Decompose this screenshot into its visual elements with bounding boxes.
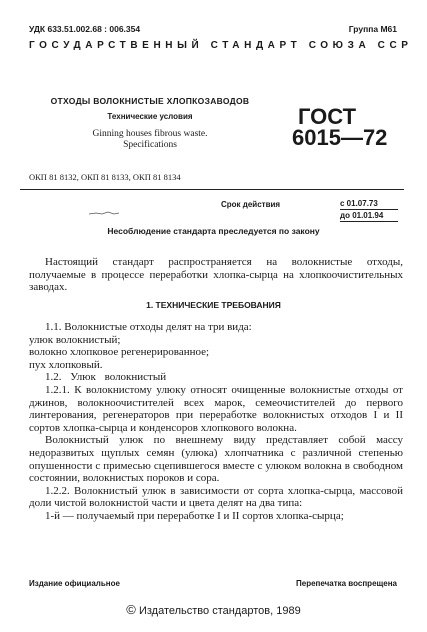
gost-number: 6015—72	[292, 125, 388, 150]
signature-mark	[88, 210, 120, 216]
clause-1-2-1: 1.2.1. К волокнистому улюку относят очищенные волокнистые отходы от джинов, волокноочистителей всех марок, семеочистителей до первого линтерования, регенераторов при переработке волокнистых отходов I и II сортов хлопка-сырца и конденсоров хлопкового волокна.	[29, 383, 403, 434]
list-item: улюк волокнистый;	[29, 333, 121, 346]
copyright-text: Издательство стандартов, 1989	[138, 605, 301, 617]
validity-from: с 01.07.73	[340, 199, 378, 208]
document-title: ОТХОДЫ ВОЛОКНИСТЫЕ ХЛОПКОЗАВОДОВ	[50, 96, 250, 106]
document-subtitle: Технические условия	[107, 112, 193, 121]
footer-official: Издание официальное	[29, 579, 120, 588]
list-item: волокно хлопковое регенерированное;	[29, 346, 210, 359]
validity-label: Срок действия	[221, 200, 281, 209]
validity-divider	[340, 209, 398, 210]
validity-underline	[340, 221, 398, 222]
clause-1-2-2: 1.2.2. Волокнистый улюк в зависимости от сорта хлопка-сырца, массовой доли чистой волокнистой части и цвета делят на два типа:	[29, 484, 403, 510]
udk-code: УДК 633.51.002.68 : 006.354	[29, 24, 141, 34]
copyright-icon: ©	[126, 602, 136, 617]
copyright	[0, 602, 427, 617]
intro-paragraph: Настоящий стандарт распространяется на волокнистые отходы, получаемые в процессе переработки хлопка-сырца на хлопкоочистительных заводах.	[29, 256, 403, 294]
paragraph: Волокнистый улюк по внешнему виду представляет собой массу недоразвитых щуплых семян (улюка) хлопчатника с различной степенью опушенности с примесью сцепившегося вместе с улюком волокна в свободном состоянии, волокнистых пороков и сора.	[29, 434, 403, 485]
english-title-line1: Ginning houses fibrous waste.	[92, 129, 208, 139]
divider	[20, 189, 404, 190]
group-code: Группа М61	[348, 24, 397, 34]
clause-1-2: 1.2. Улюк волокнистый	[45, 371, 167, 384]
legal-notice: Несоблюдение стандарта преследуется по закону	[107, 226, 320, 236]
list-item: пух хлопковый.	[29, 358, 103, 371]
body-text	[29, 321, 403, 523]
clause-1-1: 1.1. Волокнистые отходы делят на три вида:	[45, 321, 252, 333]
validity-to: до 01.01.94	[340, 211, 384, 220]
okp-codes: ОКП 81 8132, ОКП 81 8133, ОКП 81 8134	[29, 172, 181, 182]
english-title-line2: Specifications	[123, 140, 177, 150]
footer-reprint: Перепечатка воспрещена	[296, 579, 397, 588]
gost-label: ГОСТ	[298, 104, 357, 129]
standard-line: ГОСУДАРСТВЕННЫЙ СТАНДАРТ СОЮЗА ССР	[29, 40, 413, 51]
english-title	[40, 129, 260, 151]
paragraph: 1-й — получаемый при переработке I и II сортов хлопка-сырца;	[45, 509, 344, 522]
title-block	[40, 96, 260, 151]
section-heading: 1. ТЕХНИЧЕСКИЕ ТРЕБОВАНИЯ	[146, 300, 281, 310]
